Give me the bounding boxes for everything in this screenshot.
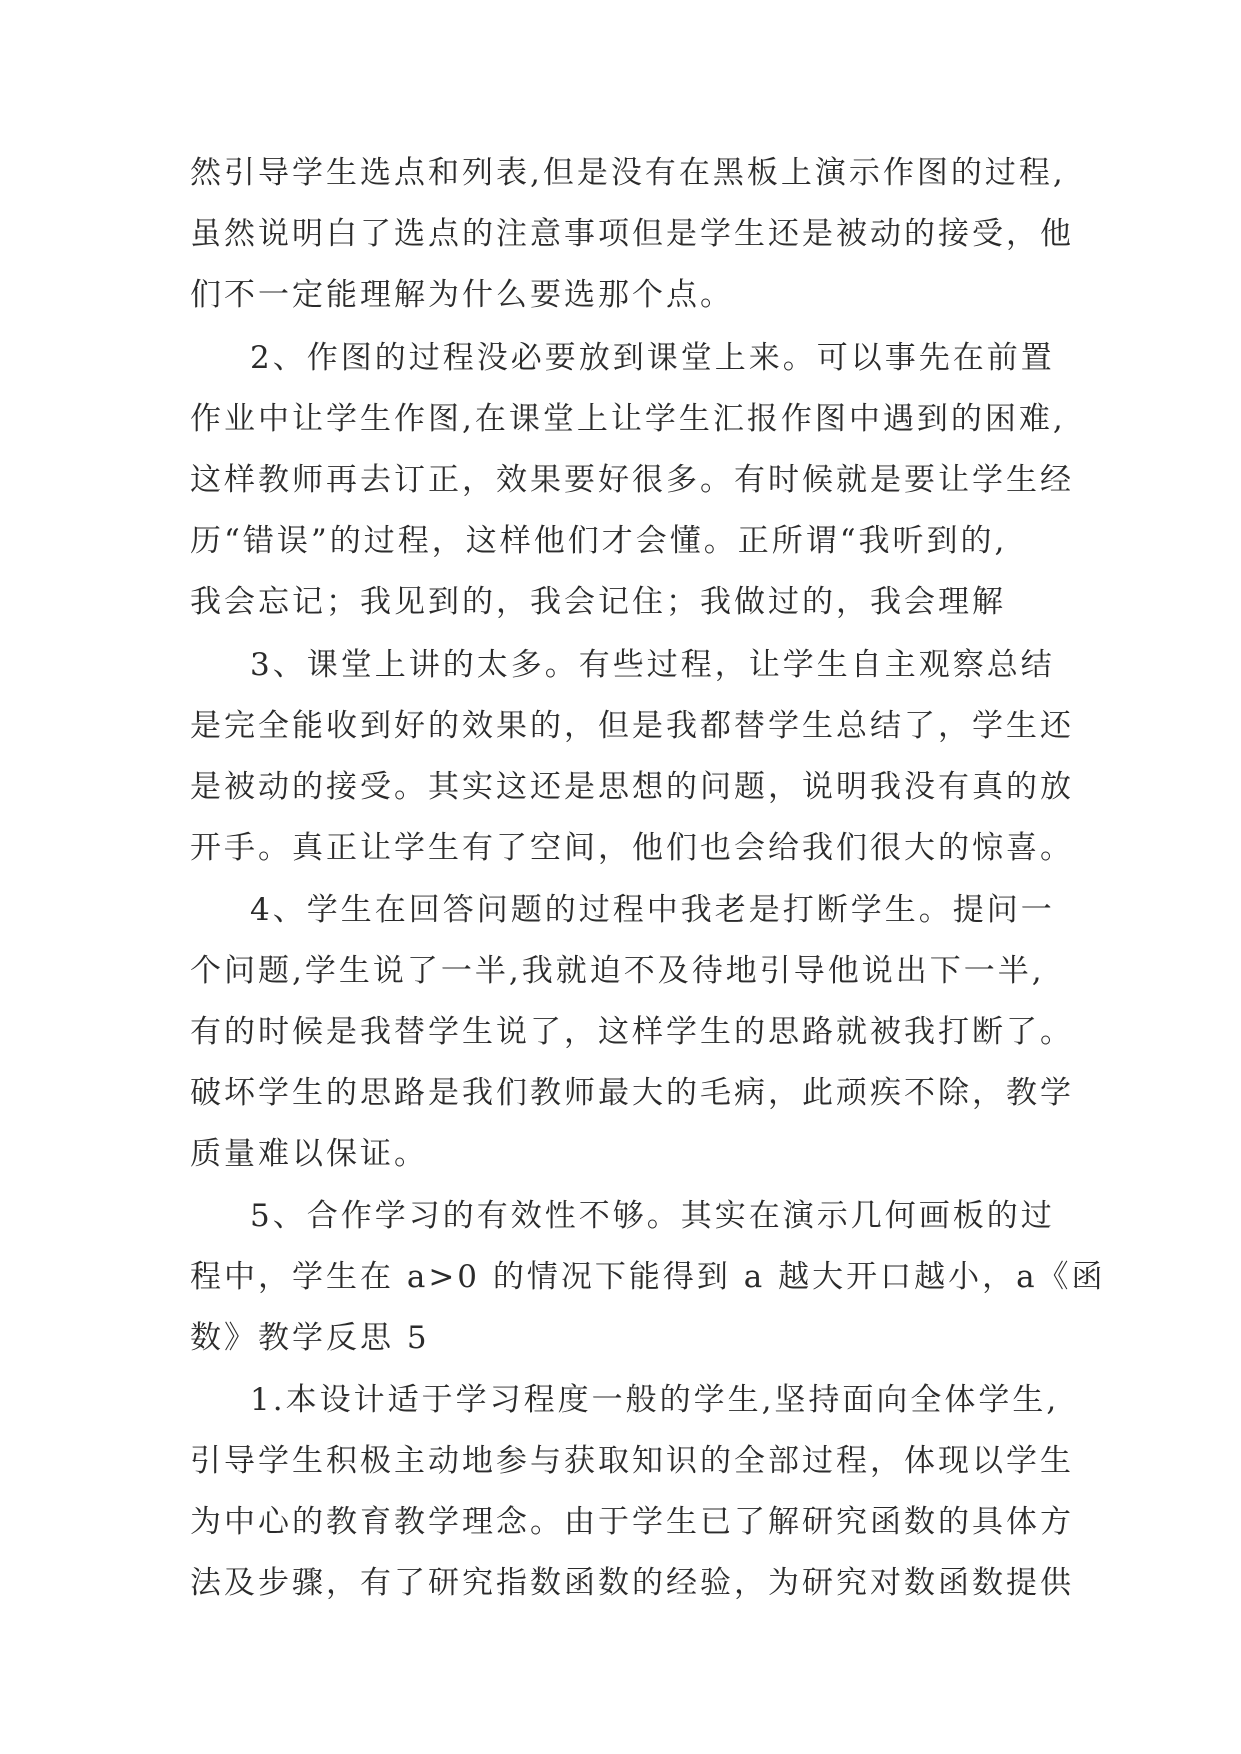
text-line: 是被动的接受。其实这还是思想的问题，说明我没有真的放 — [190, 769, 1074, 805]
paragraph-first-line: 1.本设计适于学习程度一般的学生,坚持面向全体学生, — [250, 1382, 1060, 1418]
text-line: 历“错误”的过程，这样他们才会懂。正所谓“我听到的, — [190, 523, 1008, 559]
text-line: 引导学生积极主动地参与获取知识的全部过程，体现以学生 — [190, 1443, 1074, 1479]
text-line: 开手。真正让学生有了空间，他们也会给我们很大的惊喜。 — [190, 830, 1074, 866]
text-line: 这样教师再去订正，效果要好很多。有时候就是要让学生经 — [190, 462, 1074, 498]
text-line: 们不一定能理解为什么要选那个点。 — [190, 277, 734, 313]
text-line: 质量难以保证。 — [190, 1136, 428, 1172]
text-line: 破坏学生的思路是我们教师最大的毛病，此顽疾不除，教学 — [190, 1075, 1074, 1111]
text-line: 为中心的教育教学理念。由于学生已了解研究函数的具体方 — [190, 1504, 1074, 1540]
paragraph-first-line: 5、合作学习的有效性不够。其实在演示几何画板的过 — [250, 1198, 1055, 1234]
text-line: 我会忘记；我见到的，我会记住；我做过的，我会理解 — [190, 584, 1006, 620]
text-line: 个问题,学生说了一半,我就迫不及待地引导他说出下一半, — [190, 953, 1045, 989]
paragraph-first-line: 2、作图的过程没必要放到课堂上来。可以事先在前置 — [250, 340, 1055, 376]
text-line: 法及步骤，有了研究指数函数的经验，为研究对数函数提供 — [190, 1565, 1074, 1601]
text-line: 程中，学生在 a>0 的情况下能得到 a 越大开口越小，a《函 — [190, 1259, 1106, 1295]
text-line: 数》教学反思 5 — [190, 1320, 430, 1356]
paragraph-first-line: 3、课堂上讲的太多。有些过程，让学生自主观察总结 — [250, 647, 1055, 683]
text-line: 是完全能收到好的效果的，但是我都替学生总结了，学生还 — [190, 708, 1074, 744]
text-line: 有的时候是我替学生说了，这样学生的思路就被我打断了。 — [190, 1014, 1074, 1050]
text-line: 作业中让学生作图,在课堂上让学生汇报作图中遇到的困难, — [190, 401, 1066, 437]
paragraph-first-line: 4、学生在回答问题的过程中我老是打断学生。提问一 — [250, 892, 1055, 928]
text-line: 然引导学生选点和列表,但是没有在黑板上演示作图的过程, — [190, 155, 1066, 191]
text-line: 虽然说明白了选点的注意事项但是学生还是被动的接受，他 — [190, 216, 1074, 252]
